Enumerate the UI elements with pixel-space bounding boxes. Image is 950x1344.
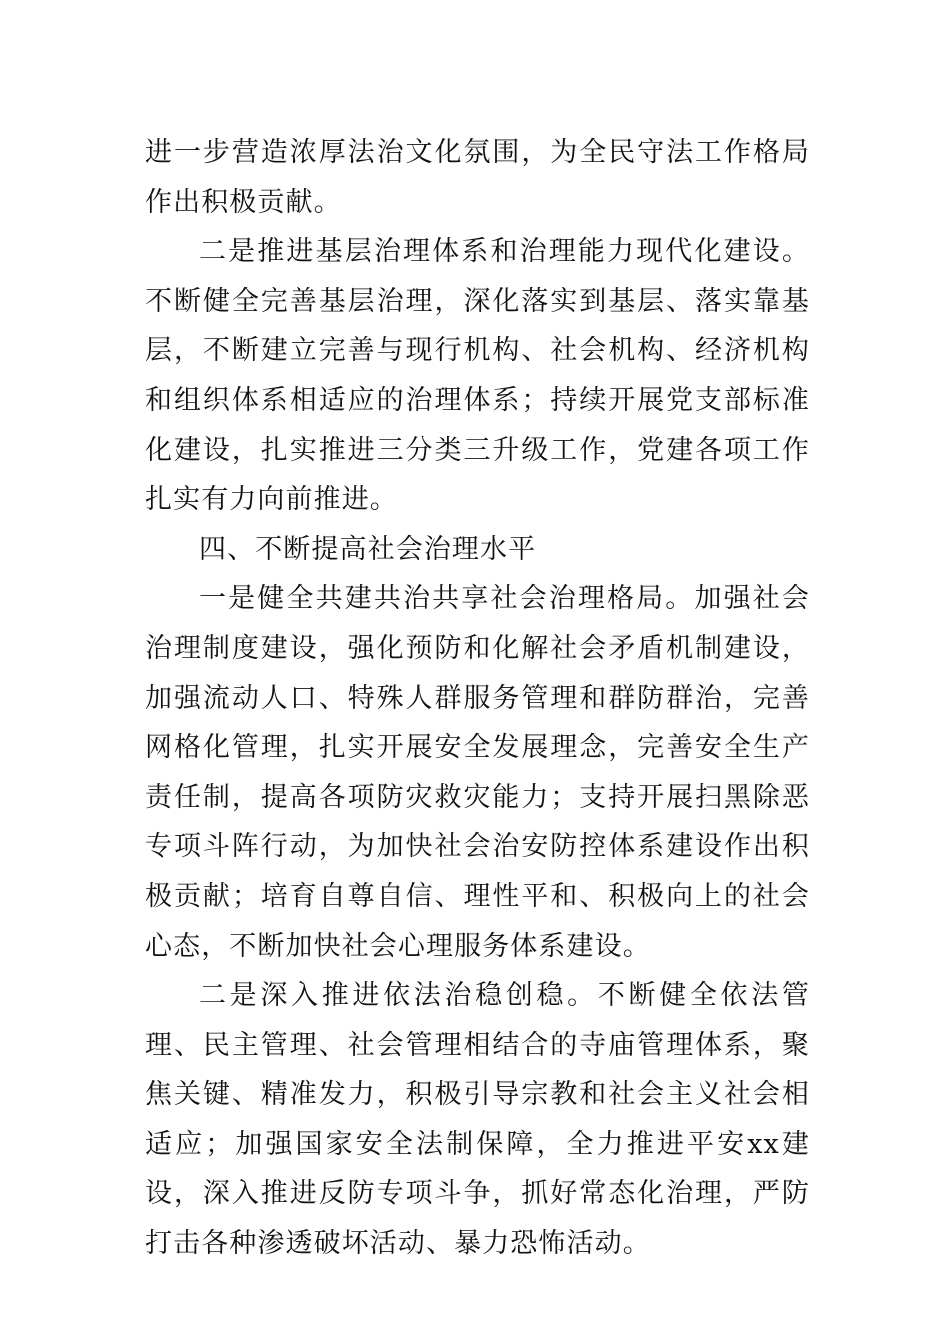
paragraph-continuation: 进一步营造浓厚法治文化氛围，为全民守法工作格局作出积极贡献。 <box>145 137 810 218</box>
section-heading-social-governance: 四、不断提高社会治理水平 <box>199 533 537 565</box>
document-body <box>145 128 810 1269</box>
paragraph-rule-of-law-stability: 二是深入推进依法治稳创稳。不断健全依法管理、民主管理、社会管理相结合的寺庙管理体系，聚焦关键、精准发力，积极引导宗教和社会主义社会相适应；加强国家安全法制保障，全力推进平安xx建设，深入推进反防专项斗争，抓好常态化治理，严防打击各种渗透破坏活动、暴力恐怖活动。 <box>145 980 810 1260</box>
paragraph-grassroots-governance: 二是推进基层治理体系和治理能力现代化建设。不断健全完善基层治理，深化落实到基层、落实靠基层，不断建立完善与现行机构、社会机构、经济机构和组织体系相适应的治理体系；持续开展党支部标准化建设，扎实推进三分类三升级工作，党建各项工作扎实有力向前推进。 <box>145 236 810 516</box>
paragraph-governance-pattern: 一是健全共建共治共享社会治理格局。加强社会治理制度建设，强化预防和化解社会矛盾机制建设，加强流动人口、特殊人群服务管理和群防群治，完善网格化管理，扎实开展安全发展理念，完善安全生产责任制，提高各项防灾救灾能力；支持开展扫黑除恶专项斗阵行动，为加快社会治安防控体系建设作出积极贡献；培育自尊自信、理性平和、积极向上的社会心态，不断加快社会心理服务体系建设。 <box>145 583 810 962</box>
